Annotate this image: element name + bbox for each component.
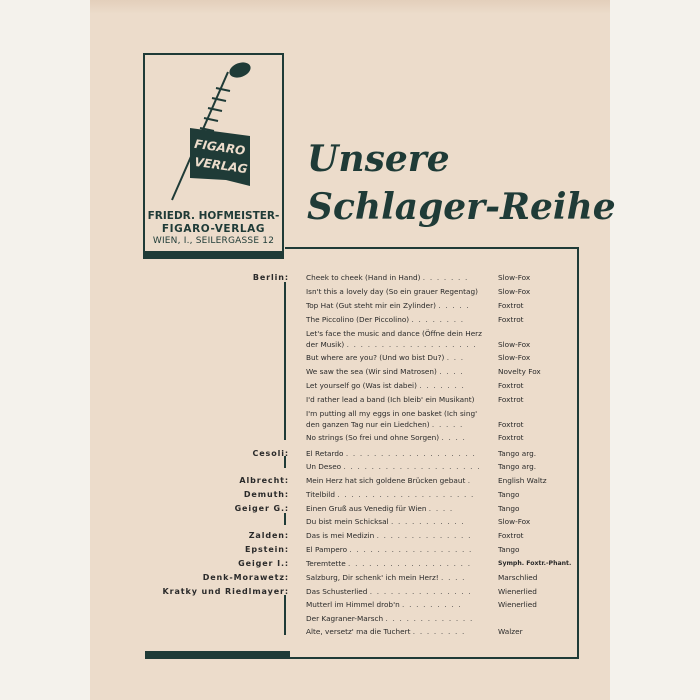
song-genre: Slow-Fox <box>498 517 531 526</box>
song-title: Isn't this a lovely day (So ein grauer Regentag) <box>306 287 478 296</box>
song-genre: Symph. Foxtr.-Phant. <box>498 560 572 567</box>
dot-leader: . . . . . . . . . <box>402 600 462 609</box>
song-title: Salzburg, Dir schenk' ich mein Herz! . . . . <box>306 573 466 582</box>
frame-top-rule <box>285 247 579 249</box>
composer-name: Kratky und Riedlmayer: <box>162 587 289 596</box>
dot-leader: . <box>467 476 472 485</box>
composer-name: Geiger G.: <box>234 504 289 513</box>
dot-leader: . . . . <box>441 433 467 442</box>
song-title: Der Kagraner-Marsch . . . . . . . . . . . . . <box>306 614 474 623</box>
song-genre: English Waltz <box>498 476 547 485</box>
logo-frame-bar <box>143 251 284 259</box>
composer-bracket-kratky <box>284 595 286 635</box>
song-genre: Slow-Fox <box>498 340 531 349</box>
composer-name: Demuth: <box>243 490 289 499</box>
song-genre: Foxtrot <box>498 315 524 324</box>
song-genre: Tango <box>498 504 520 513</box>
composer-bracket-berlin <box>284 282 286 440</box>
dot-leader: . . . . <box>441 573 466 582</box>
dot-leader: . . . . <box>428 504 454 513</box>
logo-text-figaro: FIGARO <box>193 136 247 158</box>
song-title: Let yourself go (Was ist dabei) . . . . . . . <box>306 381 466 390</box>
page-title-line1: Unsere <box>307 138 450 180</box>
dot-leader: . . . <box>446 353 465 362</box>
song-genre: Foxtrot <box>498 395 524 404</box>
composer-name: Denk-Morawetz: <box>202 573 289 582</box>
song-title: But where are you? (Und wo bist Du?) . . . <box>306 353 465 362</box>
song-title: Teremtette . . . . . . . . . . . . . . . . . . <box>306 559 472 568</box>
dot-leader: . . . . <box>439 367 464 376</box>
song-title: We saw the sea (Wir sind Matrosen) . . . . <box>306 367 464 376</box>
song-title: Das Schusterlied . . . . . . . . . . . . . . . <box>306 587 472 596</box>
song-genre: Tango arg. <box>498 449 537 458</box>
song-genre: Foxtrot <box>498 301 524 310</box>
dot-leader: . . . . . . . . . . . . . . . . . . . <box>345 449 477 458</box>
song-title: Mutterl im Himmel drob'n . . . . . . . . . <box>306 600 462 609</box>
song-title: I'd rather lead a band (Ich bleib' ein Musikant) <box>306 395 475 404</box>
song-genre: Foxtrot <box>498 433 524 442</box>
song-title: I'm putting all my eggs in one basket (Ich sing' <box>306 409 478 418</box>
song-title: der Musik) . . . . . . . . . . . . . . . . . . . <box>306 340 477 349</box>
publisher-name-line1: FRIEDR. HOFMEISTER- <box>147 210 280 222</box>
dot-leader: . . . . . . . . . . . . . . . . . . . . <box>337 490 475 499</box>
song-genre: Foxtrot <box>498 381 524 390</box>
song-title: Un Deseo . . . . . . . . . . . . . . . . . . . . <box>306 462 481 471</box>
dot-leader: . . . . . . . . . . . . . . . <box>369 587 472 596</box>
song-title: Cheek to cheek (Hand in Hand) . . . . . . . <box>306 273 469 282</box>
song-genre: Tango arg. <box>498 462 537 471</box>
song-title: Titelbild . . . . . . . . . . . . . . . . . . . . <box>306 490 475 499</box>
song-title: Alte, versetz' ma die Tuchert . . . . . . . . <box>306 627 466 636</box>
dot-leader: . . . . . . . . . . . <box>390 517 465 526</box>
composer-name: Geiger I.: <box>238 559 289 568</box>
frame-right-rule <box>577 247 579 659</box>
composer-name: Albrecht: <box>239 476 289 485</box>
song-genre: Wienerlied <box>498 587 537 596</box>
song-genre: Tango <box>498 545 520 554</box>
composer-name: Berlin: <box>252 273 289 282</box>
dot-leader: . . . . . . . . <box>411 315 465 324</box>
dot-leader: . . . . . . . . . . . . . . <box>376 531 472 540</box>
song-genre: Slow-Fox <box>498 287 531 296</box>
frame-bottom-bar <box>145 651 290 659</box>
dot-leader: . . . . . . . . . . . . . . . . . . <box>349 545 473 554</box>
logo-text-verlag: VERLAG <box>193 154 249 177</box>
song-genre: Slow-Fox <box>498 273 531 282</box>
song-genre: Tango <box>498 490 520 499</box>
composer-bracket-geiger-g <box>284 513 286 525</box>
publisher-name-line2: FIGARO-VERLAG <box>161 223 266 235</box>
dot-leader: . . . . . . . . . . . . . <box>385 614 474 623</box>
dot-leader: . . . . . <box>431 420 464 429</box>
composer-name: Epstein: <box>244 545 289 554</box>
song-title: El Pampero . . . . . . . . . . . . . . . . . . <box>306 545 473 554</box>
dot-leader: . . . . . . . . . . . . . . . . . . . <box>346 340 477 349</box>
song-genre: Walzer <box>498 627 523 636</box>
dot-leader: . . . . . . . . <box>412 627 466 636</box>
song-title: den ganzen Tag nur ein Liedchen) . . . . . <box>306 420 464 429</box>
dot-leader: . . . . . <box>438 301 470 310</box>
song-title: Top Hat (Gut steht mir ein Zylinder) . . . . . <box>306 301 470 310</box>
page-title-line2: Schlager-Reihe <box>307 186 616 228</box>
song-genre: Foxtrot <box>498 531 524 540</box>
figaro-verlag-logo <box>150 58 278 206</box>
dot-leader: . . . . . . . . . . . . . . . . . . . . <box>343 462 481 471</box>
song-genre: Wienerlied <box>498 600 537 609</box>
dot-leader: . . . . . . . . . . . . . . . . . . <box>348 559 472 568</box>
song-genre: Novelty Fox <box>498 367 541 376</box>
song-genre: Foxtrot <box>498 420 524 429</box>
song-title: Let's face the music and dance (Öffne dein Herz <box>306 329 483 338</box>
song-title: El Retardo . . . . . . . . . . . . . . . . . . . <box>306 449 477 458</box>
song-title: The Piccolino (Der Piccolino) . . . . . . . . <box>306 315 465 324</box>
dot-leader: . . . . . . . <box>419 381 466 390</box>
song-title: Du bist mein Schicksal . . . . . . . . . . . <box>306 517 465 526</box>
composer-name: Cesoli: <box>252 449 289 458</box>
song-title: No strings (So frei und ohne Sorgen) . . . . <box>306 433 467 442</box>
song-genre: Slow-Fox <box>498 353 531 362</box>
song-genre: Marschlied <box>498 573 538 582</box>
composer-name: Zalden: <box>248 531 289 540</box>
dot-leader: . . . . . . . <box>422 273 469 282</box>
song-title: Einen Gruß aus Venedig für Wien . . . . <box>306 504 454 513</box>
song-title: Mein Herz hat sich goldene Brücken gebaut . <box>306 476 472 485</box>
publisher-address: WIEN, I., SEILERGASSE 12 <box>152 236 275 246</box>
song-title: Das is mei Medizin . . . . . . . . . . . . . . <box>306 531 472 540</box>
